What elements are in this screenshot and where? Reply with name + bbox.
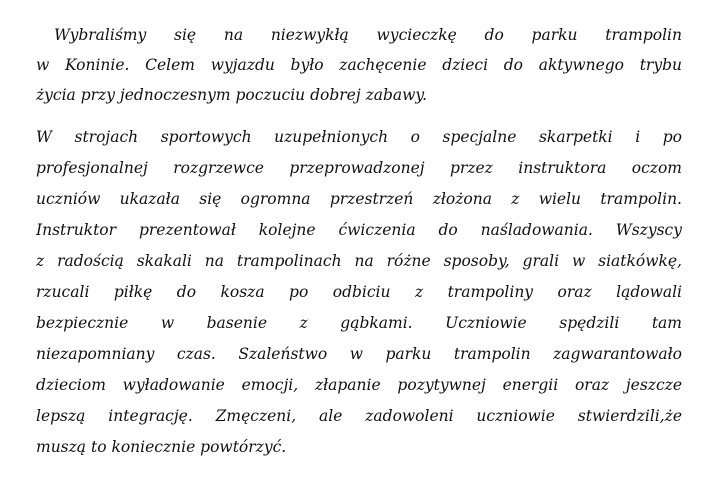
paragraph-2	[36, 122, 682, 462]
paragraph-2-line-3: uczniów ukazała się ogromna przestrzeń złożona z wielu trampolin.	[36, 190, 682, 208]
paragraph-1-line-1: Wybraliśmy się na niezwykłą wycieczkę do parku trampolin	[54, 26, 682, 44]
paragraph-1-line-3: życia przy jednoczesnym poczuciu dobrej zabawy.	[36, 86, 428, 104]
paragraph-2-line-1: W strojach sportowych uzupełnionych o specjalne skarpetki i po	[36, 128, 682, 146]
paragraph-2-line-11: muszą to koniecznie powtórzyć.	[36, 438, 287, 456]
paragraph-2-line-2: profesjonalnej rozgrzewce przeprowadzonej przez instruktora oczom	[36, 159, 682, 177]
paragraph-2-line-8: niezapomniany czas. Szaleństwo w parku trampolin zagwarantowało	[36, 345, 682, 363]
paragraph-1	[36, 20, 682, 112]
paragraph-2-line-9: dzieciom wyładowanie emocji, złapanie pozytywnej energii oraz jeszcze	[36, 376, 682, 394]
paragraph-1-line-2: w Koninie. Celem wyjazdu było zachęcenie dzieci do aktywnego trybu	[36, 56, 682, 74]
paragraph-2-line-6: rzucali piłkę do kosza po odbiciu z trampoliny oraz lądowali	[36, 283, 682, 301]
paragraph-2-line-7: bezpiecznie w basenie z gąbkami. Uczniowie spędzili tam	[36, 314, 682, 332]
paragraph-2-line-4: Instruktor prezentował kolejne ćwiczenia do naśladowania. Wszyscy	[36, 221, 682, 239]
paragraph-2-line-10: lepszą integrację. Zmęczeni, ale zadowoleni uczniowie stwierdzili,że	[36, 407, 682, 425]
paragraph-2-line-5: z radością skakali na trampolinach na różne sposoby, grali w siatkówkę,	[36, 252, 682, 270]
